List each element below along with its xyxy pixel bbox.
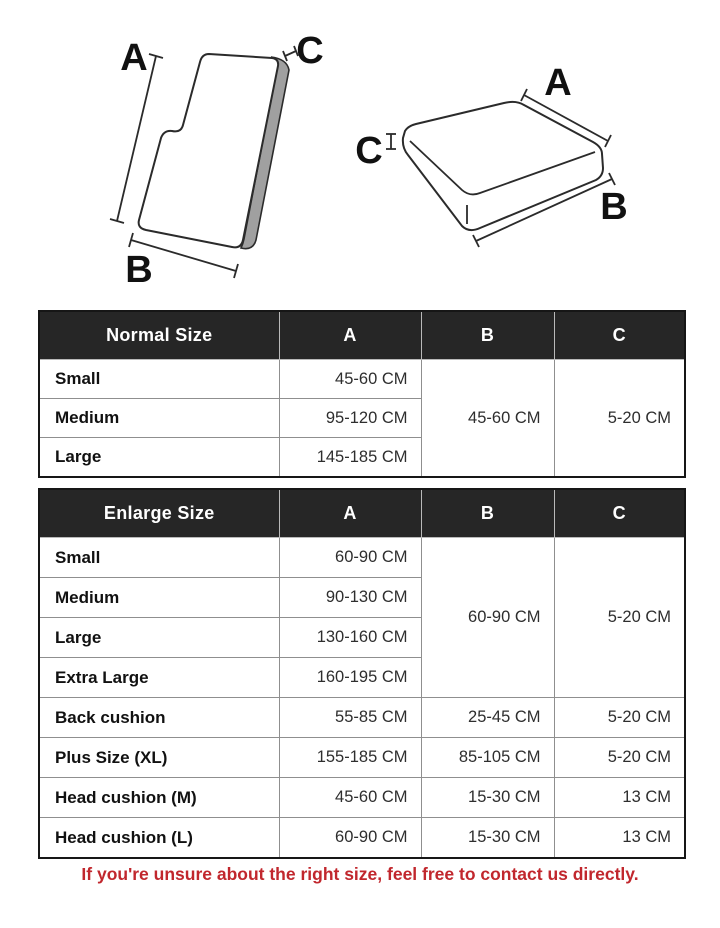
dim-bracket-c-right: [386, 134, 396, 149]
dim-label-c-right: C: [355, 130, 383, 172]
contact-note: If you're unsure about the right size, feel free to contact us directly.: [81, 864, 639, 884]
table-header-row: [39, 311, 685, 360]
cell-b-merged: 45-60 CM: [421, 360, 554, 478]
cell-b: 15-30 CM: [421, 778, 554, 818]
cell-a: 60-90 CM: [279, 818, 421, 859]
row-label: Small: [39, 360, 279, 399]
col-b-header: B: [421, 311, 554, 360]
cell-b: 25-45 CM: [421, 698, 554, 738]
dim-label-a-right: A: [544, 62, 572, 104]
table-title: Enlarge Size: [39, 489, 279, 538]
col-c-header: C: [554, 311, 685, 360]
cell-a: 145-185 CM: [279, 438, 421, 478]
row-label: Head cushion (L): [39, 818, 279, 859]
col-b-header: B: [421, 489, 554, 538]
cell-c: 5-20 CM: [554, 698, 685, 738]
table-row: [39, 778, 685, 818]
cell-a: 160-195 CM: [279, 658, 421, 698]
dim-label-a-left: A: [120, 37, 148, 79]
cell-a: 60-90 CM: [279, 538, 421, 578]
cell-c-merged: 5-20 CM: [554, 538, 685, 698]
cell-b: 15-30 CM: [421, 818, 554, 859]
col-a-header: A: [279, 311, 421, 360]
table-row: [39, 738, 685, 778]
row-label: Back cushion: [39, 698, 279, 738]
dim-label-c-left: C: [296, 30, 324, 72]
cell-a: 95-120 CM: [279, 399, 421, 438]
cell-a: 130-160 CM: [279, 618, 421, 658]
row-label: Large: [39, 438, 279, 478]
cell-c: 13 CM: [554, 818, 685, 859]
cell-a: 90-130 CM: [279, 578, 421, 618]
row-label: Head cushion (M): [39, 778, 279, 818]
cell-c: 5-20 CM: [554, 738, 685, 778]
dimension-diagrams: [0, 0, 720, 300]
row-label: Small: [39, 538, 279, 578]
table-header-row: [39, 489, 685, 538]
table-row: [39, 360, 685, 399]
cell-a: 155-185 CM: [279, 738, 421, 778]
table-row: [39, 698, 685, 738]
col-a-header: A: [279, 489, 421, 538]
table-title: Normal Size: [39, 311, 279, 360]
dim-label-b-right: B: [600, 186, 628, 228]
normal-size-table: [38, 310, 686, 478]
col-c-header: C: [554, 489, 685, 538]
back-cushion-diagram: [110, 30, 324, 291]
enlarge-size-table: [38, 488, 686, 859]
table-row: [39, 818, 685, 859]
row-label: Plus Size (XL): [39, 738, 279, 778]
cell-c-merged: 5-20 CM: [554, 360, 685, 478]
row-label: Extra Large: [39, 658, 279, 698]
dim-label-b-left: B: [125, 249, 153, 291]
cell-a: 45-60 CM: [279, 360, 421, 399]
seat-cushion-diagram: [355, 62, 627, 247]
row-label: Medium: [39, 578, 279, 618]
cell-b-merged: 60-90 CM: [421, 538, 554, 698]
cell-b: 85-105 CM: [421, 738, 554, 778]
row-label: Large: [39, 618, 279, 658]
row-label: Medium: [39, 399, 279, 438]
table-row: [39, 538, 685, 578]
cell-a: 45-60 CM: [279, 778, 421, 818]
cell-c: 13 CM: [554, 778, 685, 818]
cell-a: 55-85 CM: [279, 698, 421, 738]
